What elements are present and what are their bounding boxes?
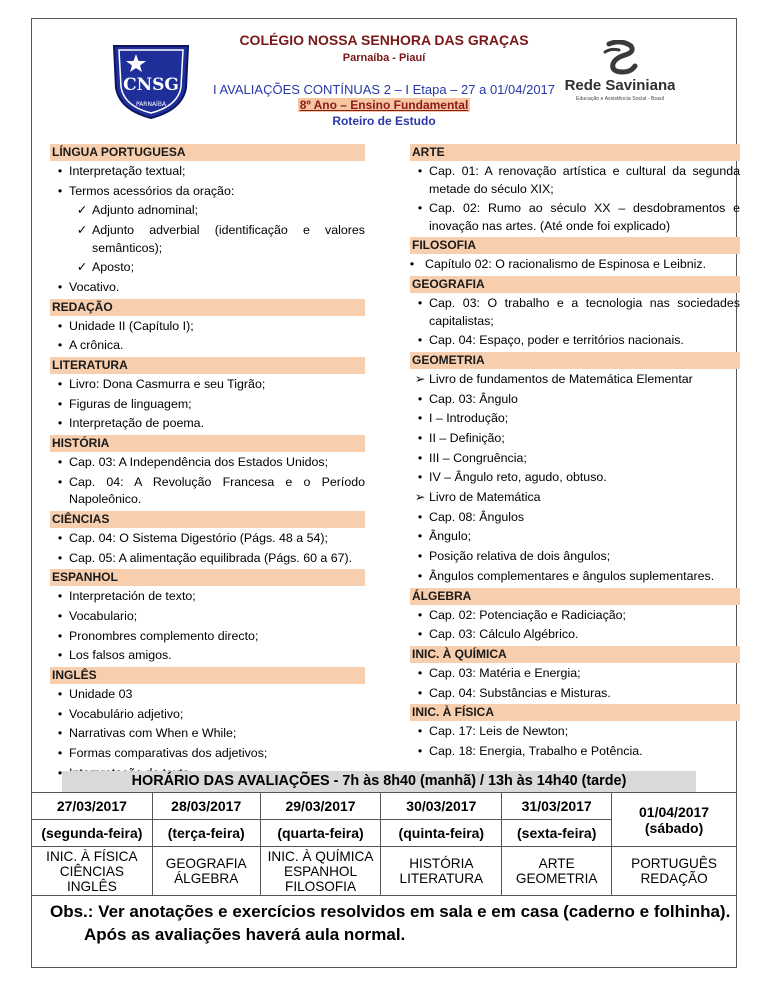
- bullet-icon: •: [417, 164, 423, 178]
- list-item-text: Interpretação de poema.: [69, 416, 205, 431]
- schedule-dates-row: [32, 793, 737, 820]
- section-heading-arte: ARTE: [410, 144, 740, 161]
- schedule-subject: ESPANHOL: [284, 863, 358, 879]
- exam-title: I AVALIAÇÕES CONTÍNUAS 2 – I Etapa – 27 a 01/04/2017: [212, 82, 556, 97]
- section-list-redacao: [50, 318, 365, 355]
- list-item-text: Unidade 03: [69, 687, 133, 702]
- list-item-text: IV – Ângulo reto, agudo, obtuso.: [429, 470, 607, 485]
- logo-tagline: Educação e Assistência Social - Brasil: [576, 96, 664, 102]
- schedule-subject: LITERATURA: [399, 871, 484, 886]
- list-item-text: Vocabulario;: [69, 609, 138, 623]
- bullet-icon: •: [57, 318, 63, 333]
- list-item-text: Cap. 04: Substâncias e Misturas.: [429, 685, 611, 700]
- bullet-icon: •: [409, 257, 415, 272]
- list-item-text: Cap. 01: A renovação artística e cultural da segunda metade do século XIX;: [429, 164, 740, 196]
- section-heading-algebra: ÁLGEBRA: [410, 588, 740, 605]
- section-heading-inic-a-fisica: INIC. À FÍSICA: [410, 704, 740, 721]
- list-item-text: Livro de fundamentos de Matemática Elementar: [429, 371, 693, 386]
- schedule-weekday: (quinta-feira): [381, 820, 502, 847]
- bullet-icon: •: [57, 530, 63, 545]
- list-item-text: Adjunto adverbial (identificação e valores semânticos);: [92, 223, 365, 255]
- schedule-weekday: (terça-feira): [152, 820, 260, 847]
- list-item: [410, 568, 740, 586]
- list-item-text: Termos acessórios da oração:: [69, 183, 235, 198]
- bullet-icon: •: [57, 628, 63, 643]
- list-item-text: Cap. 04: O Sistema Digestório (Págs. 48 a 54);: [69, 530, 328, 545]
- schedule-subject: HISTÓRIA: [409, 856, 474, 871]
- grade-line: [0, 98, 768, 112]
- bullet-icon: •: [417, 743, 423, 758]
- list-item: [50, 474, 365, 509]
- list-item: [410, 332, 740, 350]
- checkmark-icon: ✓: [76, 260, 88, 275]
- schedule-subject: PORTUGUÊS: [631, 856, 717, 871]
- list-item: [50, 222, 365, 257]
- schedule-weekday: (segunda-feira): [32, 820, 153, 847]
- bullet-icon: •: [417, 411, 423, 426]
- section-heading-lingua-portuguesa: LÍNGUA PORTUGUESA: [50, 144, 365, 161]
- list-item-text: Cap. 02: Rumo ao século XX – desdobramentos e inovação nas artes. (Até onde foi explicado): [429, 201, 740, 233]
- bullet-icon: •: [57, 589, 63, 604]
- list-item: [50, 454, 365, 472]
- list-item: [410, 295, 740, 330]
- list-item-text: Los falsos amigos.: [69, 648, 172, 663]
- list-item: [50, 259, 365, 277]
- schedule-date: 27/03/2017: [32, 793, 153, 820]
- grade-label: 8º Ano – Ensino Fundamental: [299, 98, 469, 112]
- list-item: [410, 743, 740, 761]
- list-item: [50, 647, 365, 665]
- section-heading-espanhol: ESPANHOL: [50, 569, 365, 586]
- list-item: [50, 530, 365, 548]
- bullet-icon: •: [417, 724, 423, 739]
- list-item-text: Cap. 04: A Revolução Francesa e o Período Napoleônico.: [69, 474, 365, 507]
- list-item-text: Capítulo 02: O racionalismo de Espinosa e Leibniz.: [425, 257, 707, 272]
- schedule-weekday: (quarta-feira): [260, 820, 381, 847]
- section-heading-redacao: REDAÇÃO: [50, 299, 365, 316]
- list-item: [410, 391, 740, 409]
- schedule-weekday: (sexta-feira): [502, 820, 612, 847]
- checkmark-icon: ✓: [76, 203, 88, 218]
- list-item: [50, 608, 365, 626]
- list-item-text: Formas comparativas dos adjetivos;: [69, 746, 268, 761]
- list-item: [410, 450, 740, 468]
- section-list-literatura: [50, 376, 365, 433]
- list-item-text: Vocabulário adjetivo;: [69, 706, 184, 721]
- list-item: [410, 723, 740, 741]
- list-item-text: Narrativas com When e While;: [69, 726, 237, 741]
- right-column: [410, 143, 740, 763]
- list-item-text: Cap. 05: A alimentação equilibrada (Págs. 60 a 67).: [69, 550, 353, 565]
- schedule-subject: GEOMETRIA: [515, 871, 598, 886]
- list-item: [410, 528, 740, 546]
- section-heading-ciencias: CIÊNCIAS: [50, 511, 365, 528]
- left-column: [50, 143, 365, 785]
- list-item-text: Aposto;: [92, 260, 135, 275]
- list-item: [50, 550, 365, 568]
- list-item-text: Cap. 17: Leis de Newton;: [429, 724, 569, 739]
- section-heading-ingles: INGLÊS: [50, 667, 365, 684]
- section-heading-filosofia: FILOSOFIA: [410, 237, 740, 254]
- section-list-inic-a-fisica: [410, 723, 740, 760]
- list-item: [50, 279, 365, 297]
- section-list-ciencias: [50, 530, 365, 567]
- list-item-text: Cap. 03: Cálculo Algébrico.: [429, 627, 579, 642]
- bullet-icon: •: [57, 687, 63, 702]
- list-item-text: Ângulos complementares e ângulos suplementares.: [429, 568, 715, 583]
- list-item-text: Cap. 03: A Independência dos Estados Unidos;: [69, 455, 329, 470]
- list-item: [50, 318, 365, 336]
- list-item: [50, 183, 365, 201]
- schedule-subject: GEOGRAFIA: [165, 856, 247, 871]
- list-item: [50, 337, 365, 355]
- schedule-subjects: [502, 847, 612, 896]
- bullet-icon: •: [417, 568, 423, 583]
- bullet-icon: •: [417, 431, 423, 445]
- schedule-table: [31, 792, 737, 896]
- bullet-icon: •: [57, 765, 63, 780]
- bullet-icon: •: [57, 338, 63, 353]
- list-item: [50, 686, 365, 704]
- list-item-text: Livro de Matemática: [429, 490, 541, 505]
- schedule-subject: INIC. À QUÍMICA: [267, 848, 374, 864]
- schedule-date: 31/03/2017: [502, 793, 612, 820]
- list-item-text: Cap. 03: Matéria e Energia;: [429, 665, 581, 680]
- bullet-icon: •: [57, 706, 63, 721]
- section-list-geografia: [410, 295, 740, 350]
- section-list-ingles: [50, 686, 365, 782]
- section-list-historia: [50, 454, 365, 509]
- list-item-text: Cap. 03: O trabalho e a tecnologia nas sociedades capitalistas;: [429, 296, 740, 328]
- list-item: [50, 376, 365, 394]
- schedule-subject: CIÊNCIAS: [59, 863, 124, 879]
- schedule-subject: FILOSOFIA: [285, 878, 357, 894]
- schedule-subjects-row: [32, 847, 737, 896]
- bullet-icon: •: [417, 296, 423, 311]
- schedule-subjects: [612, 847, 737, 896]
- bullet-icon: •: [57, 164, 63, 178]
- list-item: [50, 725, 365, 743]
- bullet-icon: •: [57, 550, 63, 565]
- school-city: Parnaíba - Piauí: [342, 52, 426, 64]
- section-heading-inic-a-quimica: INIC. À QUÍMICA: [410, 646, 740, 663]
- list-item: [410, 685, 740, 703]
- schedule-date: 28/03/2017: [152, 793, 260, 820]
- list-item-text: Pronombres complemento directo;: [69, 628, 259, 643]
- bullet-icon: •: [417, 509, 423, 524]
- schedule-weekday-text: (sábado): [644, 819, 704, 836]
- bullet-icon: •: [417, 391, 423, 406]
- list-item: [410, 163, 740, 198]
- logo-name: Rede Saviniana: [565, 77, 675, 94]
- crest-city: PARNAÍBA: [135, 101, 167, 108]
- schedule-subjects: [152, 847, 260, 896]
- bullet-icon: •: [57, 396, 63, 411]
- list-item: [50, 745, 365, 763]
- list-item: [410, 200, 740, 235]
- list-item-text: Adjunto adnominal;: [92, 203, 199, 218]
- bullet-icon: •: [57, 455, 63, 470]
- schedule-date: 30/03/2017: [381, 793, 502, 820]
- bullet-icon: •: [57, 279, 63, 294]
- list-item-text: Vocativo.: [69, 279, 120, 294]
- list-item: [50, 415, 365, 433]
- list-item-text: Cap. 08: Ângulos: [429, 509, 525, 524]
- list-item-text: Cap. 18: Energia, Trabalho e Potência.: [429, 743, 643, 758]
- section-heading-geografia: GEOGRAFIA: [410, 276, 740, 293]
- bullet-icon: •: [57, 648, 63, 663]
- section-list-geometria: [410, 371, 740, 585]
- bullet-icon: •: [57, 474, 63, 489]
- schedule-subjects: [32, 847, 153, 896]
- crest-letters: CNSG: [123, 75, 179, 95]
- list-item: [410, 509, 740, 527]
- schedule-subject: INIC. À FÍSICA: [46, 848, 138, 864]
- section-list-arte: [410, 163, 740, 235]
- section-heading-historia: HISTÓRIA: [50, 435, 365, 452]
- list-item-text: Interpretação textual;: [69, 164, 186, 178]
- bullet-icon: •: [57, 377, 63, 391]
- bullet-icon: •: [57, 183, 63, 198]
- list-item-text: Livro: Dona Casmurra e seu Tigrão;: [69, 377, 266, 391]
- bullet-icon: •: [417, 665, 423, 680]
- observation-line-2: Após as avaliações haverá aula normal.: [84, 925, 406, 944]
- list-item-text: Interpretación de texto;: [69, 589, 196, 604]
- list-item: [410, 626, 740, 644]
- list-item: [410, 371, 740, 389]
- school-name: COLÉGIO NOSSA SENHORA DAS GRAÇAS: [239, 32, 529, 48]
- section-list-espanhol: [50, 588, 365, 665]
- list-item-text: A crônica.: [69, 338, 124, 353]
- arrow-bullet-icon: ➢: [414, 371, 426, 386]
- list-item: [410, 469, 740, 487]
- list-item: [410, 489, 740, 507]
- list-item-text: Posição relativa de dois ângulos;: [429, 549, 611, 564]
- list-item: [410, 607, 740, 625]
- study-guide-title: Roteiro de Estudo: [332, 114, 436, 128]
- list-item: [50, 396, 365, 414]
- schedule-date-text: 01/04/2017: [639, 803, 710, 820]
- section-heading-literatura: LITERATURA: [50, 357, 365, 374]
- list-item-text: Unidade II (Capítulo I);: [69, 318, 194, 333]
- bullet-icon: •: [57, 609, 63, 623]
- list-item: [410, 665, 740, 683]
- observation: [50, 900, 750, 946]
- schedule-date: 29/03/2017: [260, 793, 381, 820]
- list-item: [50, 588, 365, 606]
- bullet-icon: •: [57, 416, 63, 431]
- list-item: [410, 548, 740, 566]
- bullet-icon: •: [417, 450, 423, 465]
- bullet-icon: •: [417, 201, 423, 216]
- schedule-subject: INGLÊS: [66, 878, 117, 894]
- section-list-algebra: [410, 607, 740, 644]
- bullet-icon: •: [417, 529, 423, 544]
- observation-line-1: Obs.: Ver anotações e exercícios resolvidos em sala e em casa (caderno e folhinha).: [50, 902, 731, 921]
- schedule-subjects: [260, 847, 381, 896]
- list-item: [410, 410, 740, 428]
- bullet-icon: •: [417, 333, 423, 348]
- section-list-lingua-portuguesa: [50, 163, 365, 296]
- bullet-icon: •: [417, 470, 423, 485]
- section-list-filosofia: [410, 256, 740, 274]
- bullet-icon: •: [417, 627, 423, 642]
- section-heading-geometria: GEOMETRIA: [410, 352, 740, 369]
- list-item: [50, 202, 365, 220]
- list-item-text: Figuras de linguagem;: [69, 396, 192, 411]
- schedule-subjects: [381, 847, 502, 896]
- list-item-text: III – Congruência;: [429, 450, 527, 465]
- list-item-text: II – Definição;: [429, 431, 505, 445]
- bullet-icon: •: [417, 549, 423, 564]
- list-item-text: I – Introdução;: [429, 411, 509, 426]
- list-item: [50, 628, 365, 646]
- arrow-bullet-icon: ➢: [414, 490, 426, 505]
- bullet-icon: •: [57, 746, 63, 761]
- list-item-text: Ângulo;: [429, 529, 472, 544]
- schedule-subject: ARTE: [538, 856, 575, 871]
- bullet-icon: •: [57, 726, 63, 741]
- schedule-date: [612, 793, 737, 847]
- section-list-inic-a-quimica: [410, 665, 740, 702]
- list-item: [410, 256, 740, 274]
- bullet-icon: •: [417, 685, 423, 700]
- list-item: [50, 163, 365, 181]
- bullet-icon: •: [417, 607, 423, 622]
- checkmark-icon: ✓: [76, 223, 88, 238]
- list-item-text: Cap. 03: Ângulo: [429, 391, 518, 406]
- list-item: [410, 430, 740, 448]
- list-item-text: Cap. 02: Potenciação e Radiciação;: [429, 607, 626, 622]
- schedule-title: HORÁRIO DAS AVALIAÇÕES - 7h às 8h40 (manhã) / 13h às 14h40 (tarde): [62, 771, 696, 792]
- list-item-text: Cap. 04: Espaço, poder e territórios nacionais.: [429, 333, 684, 348]
- list-item: [50, 706, 365, 724]
- schedule-subject: ÁLGEBRA: [174, 871, 239, 886]
- schedule-subject: REDAÇÃO: [640, 871, 708, 886]
